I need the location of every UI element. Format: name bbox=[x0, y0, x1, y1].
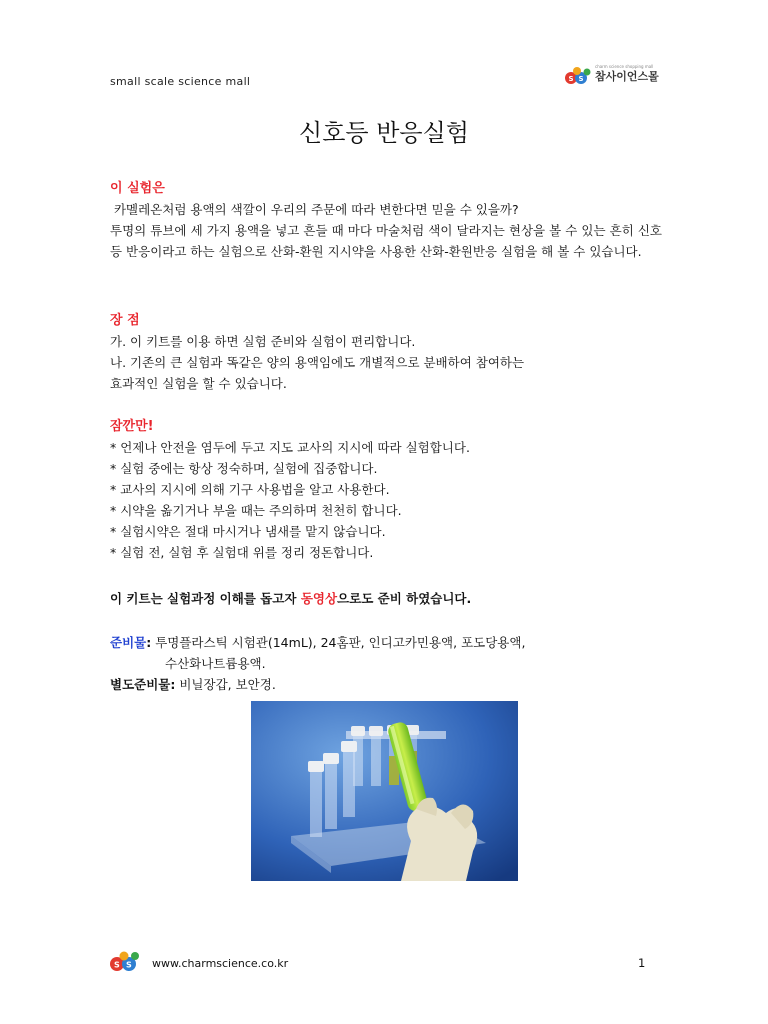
extra-materials-label: 별도준비물: bbox=[110, 677, 176, 692]
footer-website-link[interactable]: www.charmscience.co.kr bbox=[152, 957, 289, 970]
intro-paragraph: 투명의 튜브에 세 가지 용액을 넣고 흔들 때 마다 마술처럼 색이 달라지는 현상을 볼 수 있는 흔히 신호등 반응이라고 하는 실험으로 산화-환원 지시약을 사용한 산화-환원반응 실험을 해 볼 수 있습니다. bbox=[110, 223, 662, 259]
extra-materials-value: 비닐장갑, 보안경. bbox=[175, 677, 276, 692]
caution-item: * 실험 중에는 항상 정숙하며, 실험에 집중합니다. bbox=[110, 461, 378, 476]
svg-text:S: S bbox=[114, 960, 120, 970]
svg-text:S: S bbox=[568, 75, 574, 83]
page-number: 1 bbox=[638, 956, 646, 970]
kit-note-text: 이 키트는 실험과정 이해를 돕고자 bbox=[110, 591, 301, 606]
materials-colon: : bbox=[146, 635, 152, 650]
caution-section bbox=[110, 416, 662, 563]
logo-brand-name: 참사이언스몰 bbox=[595, 70, 659, 83]
intro-line: 카멜레온처럼 용액의 색깔이 우리의 주문에 따라 변한다면 믿을 수 있을까? bbox=[110, 202, 519, 217]
materials-list-line1: 투명플라스틱 시험관(14mL), 24홈판, 인디고카민용액, 포도당용액, bbox=[151, 635, 526, 650]
footer-ss-logo-icon bbox=[110, 950, 142, 972]
materials-list-line2: 수산화나트륨용액. bbox=[165, 656, 266, 671]
svg-text:S: S bbox=[578, 75, 584, 83]
page-title: 신호등 반응실험 bbox=[299, 119, 469, 147]
video-highlight: 동영상 bbox=[300, 591, 338, 606]
kit-note bbox=[110, 588, 662, 609]
caution-item: * 언제나 안전을 염두에 두고 지도 교사의 지시에 따라 실험합니다. bbox=[110, 440, 470, 455]
materials-label: 준비물 bbox=[110, 635, 147, 650]
ss-logo-icon bbox=[565, 66, 593, 86]
advantage-item: 가. 이 키트를 이용 하면 실험 준비와 실험이 편리합니다. bbox=[110, 334, 416, 349]
advantages-section bbox=[110, 310, 662, 394]
caution-item: * 교사의 지시에 의해 기구 사용법을 알고 사용한다. bbox=[110, 482, 390, 497]
header-site-tagline: small scale science mall bbox=[110, 75, 251, 88]
advantage-item: 나. 기존의 큰 실험과 똑같은 양의 용액임에도 개별적으로 분배하여 참여하는 bbox=[110, 355, 525, 370]
intro-section bbox=[110, 178, 662, 262]
svg-text:S: S bbox=[126, 960, 132, 970]
intro-heading: 이 실험은 bbox=[110, 181, 165, 196]
logo-subtext: charm science shopping mall bbox=[595, 64, 654, 69]
caution-item: * 실험 전, 실험 후 실험대 위를 정리 정돈합니다. bbox=[110, 545, 374, 560]
header-logo[interactable] bbox=[565, 66, 659, 86]
experiment-photo bbox=[251, 701, 518, 881]
caution-item: * 시약을 옮기거나 부을 때는 주의하며 천천히 합니다. bbox=[110, 503, 402, 518]
caution-item: * 실험시약은 절대 마시거나 냄새를 맡지 않습니다. bbox=[110, 524, 386, 539]
caution-heading: 잠깐만! bbox=[110, 419, 154, 434]
kit-note-text-end: 으로도 준비 하였습니다. bbox=[337, 591, 472, 606]
advantage-item: 효과적인 실험을 할 수 있습니다. bbox=[110, 376, 287, 391]
advantages-heading: 장 점 bbox=[110, 313, 140, 328]
materials-section bbox=[110, 632, 662, 695]
